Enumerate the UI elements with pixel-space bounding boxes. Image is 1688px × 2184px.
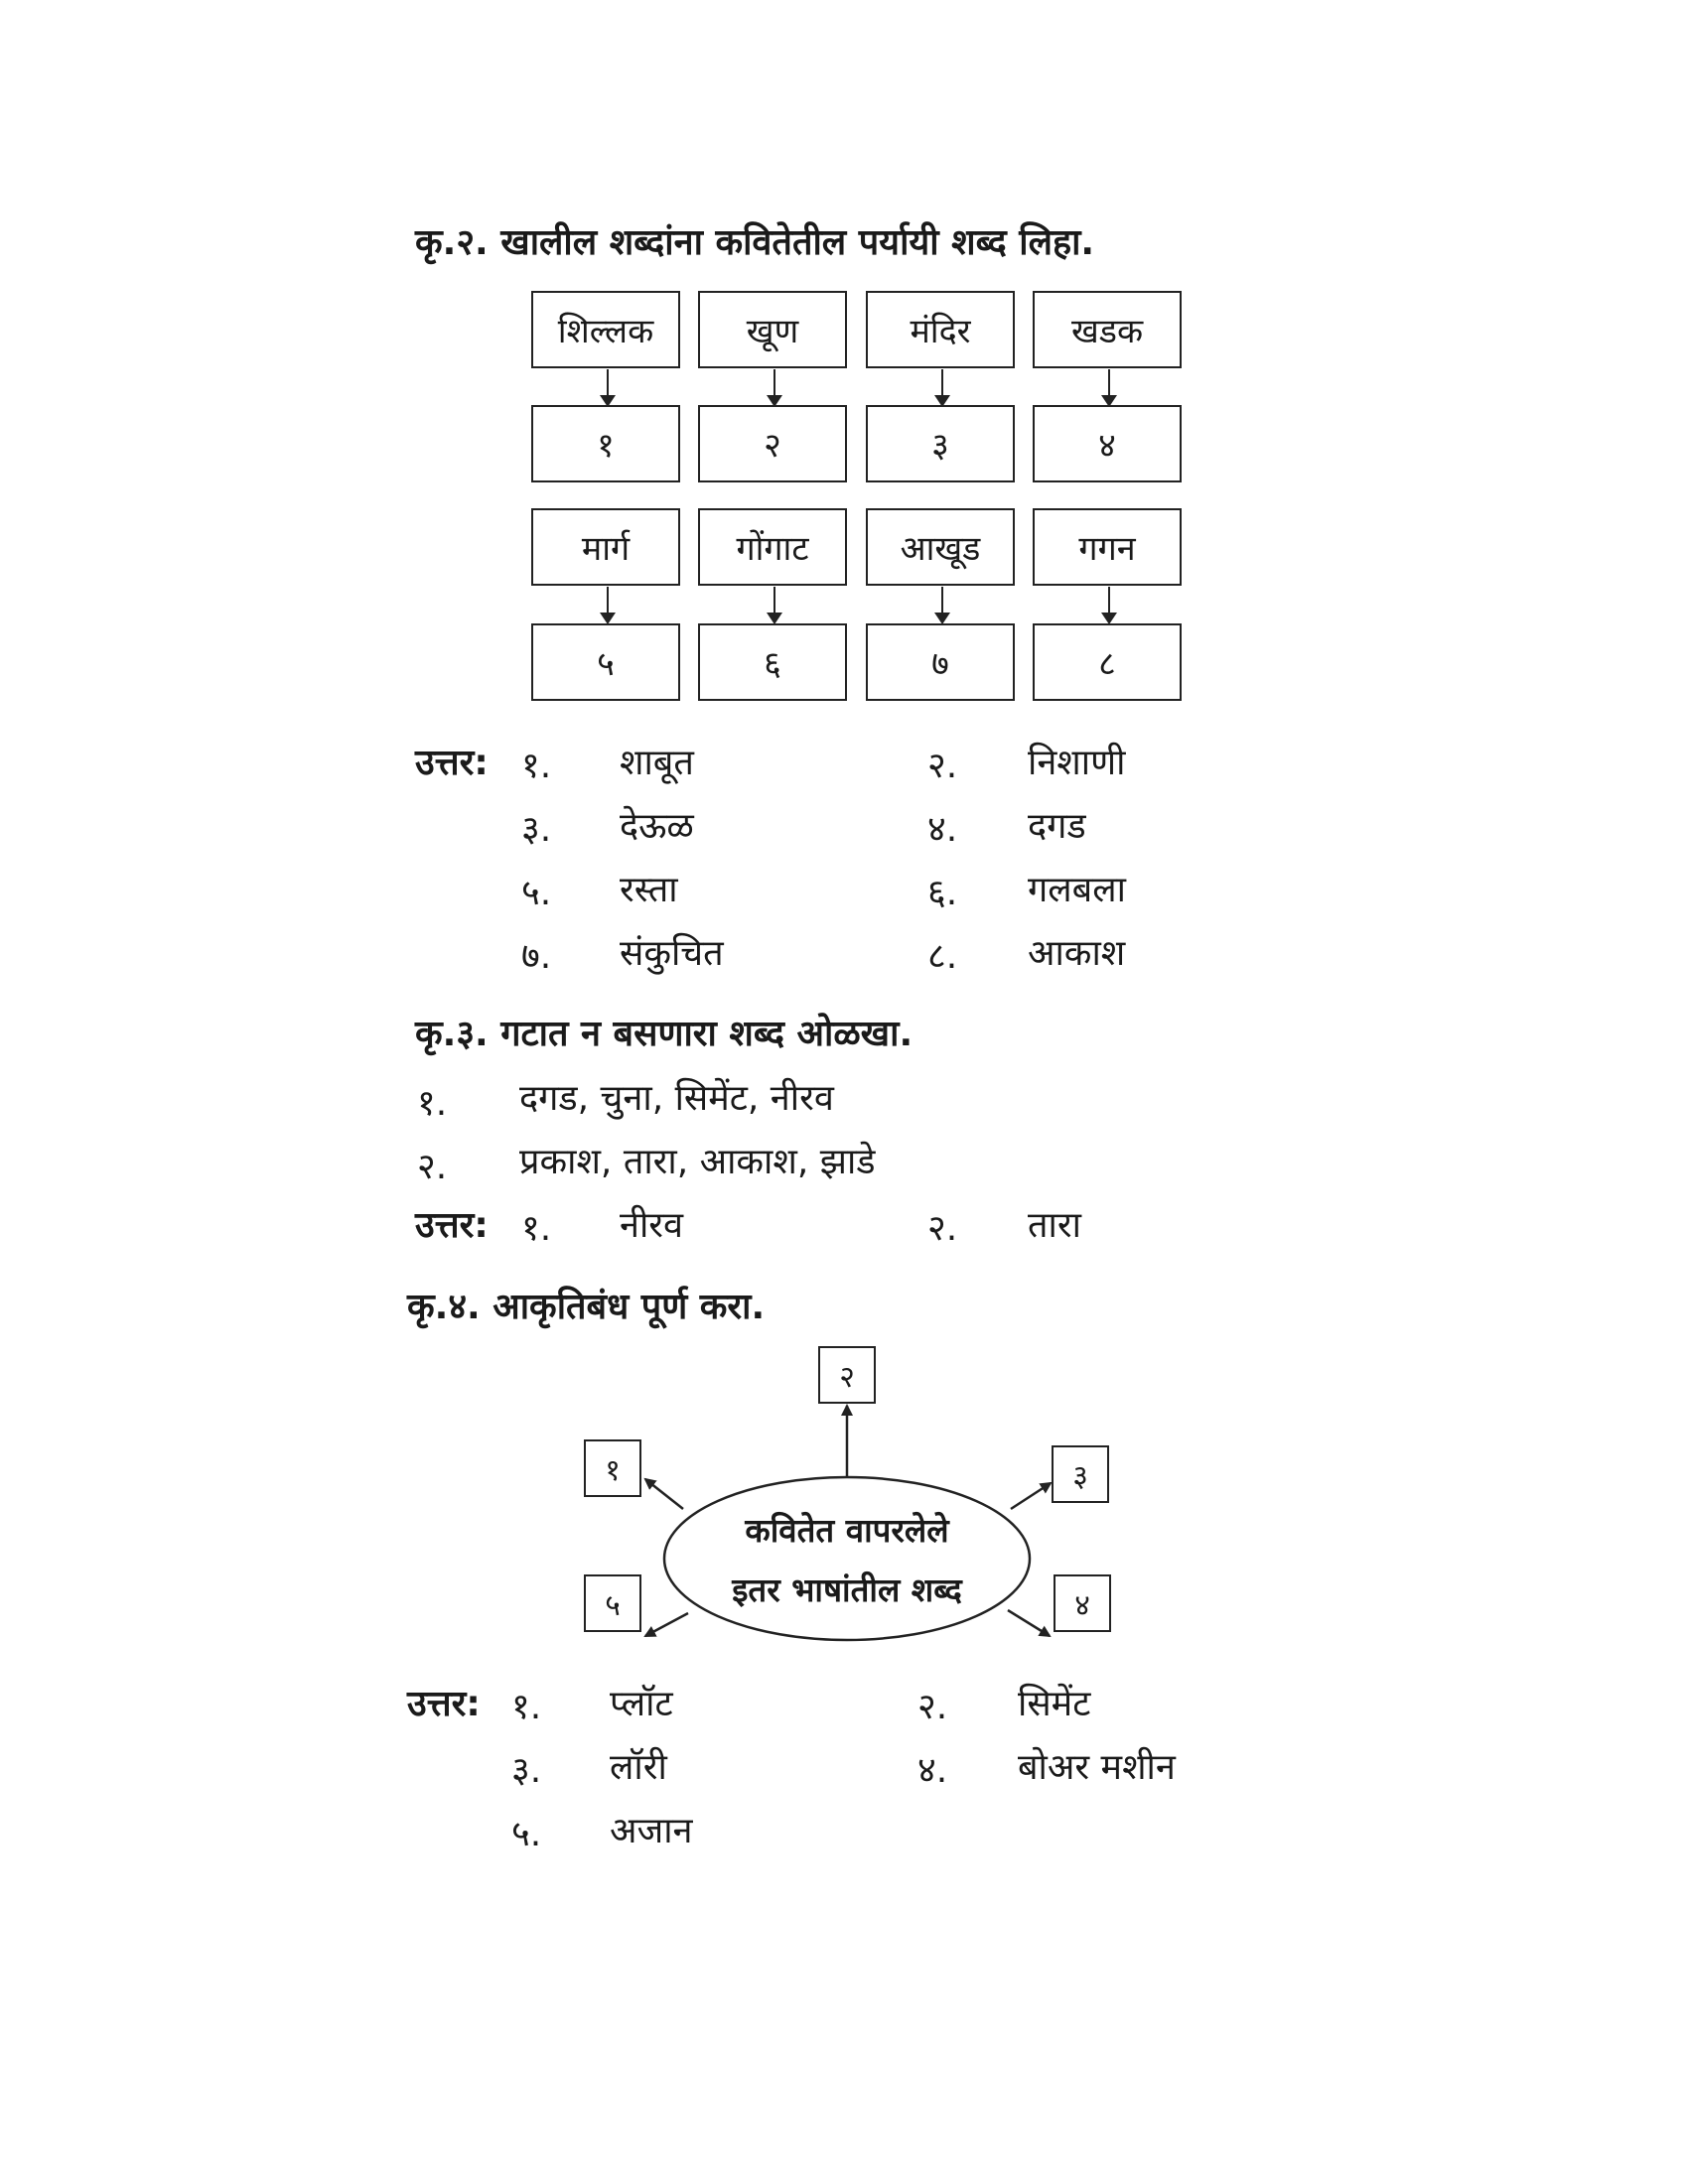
web-box-4: ४ [1054, 1574, 1111, 1632]
answer-text: रस्ता [620, 870, 678, 910]
answer-number: ६. [927, 873, 958, 913]
answer-number: ३. [511, 1750, 542, 1791]
item-text: दगड, चुना, सिमेंट, नीरव [519, 1078, 834, 1119]
answer-text: सिमेंट [1018, 1684, 1091, 1724]
q4-heading: कृ.४. आकृतिबंध पूर्ण करा. [407, 1287, 766, 1327]
center-label [664, 1501, 1030, 1620]
web-box-5: ५ [584, 1574, 641, 1632]
answer-label: उत्तर: [415, 743, 489, 783]
answer-text: तारा [1028, 1205, 1081, 1246]
item-number: २. [417, 1147, 448, 1187]
q2-answer-slot: ७ [866, 623, 1015, 701]
q2-word-box: खूण [698, 291, 847, 368]
q2-answer-slot: १ [531, 405, 680, 482]
answer-number: ५. [511, 1814, 542, 1854]
q2-word-box: शिल्लक [531, 291, 680, 368]
q2-answer-slot: ४ [1033, 405, 1182, 482]
q2-word-box: मार्ग [531, 508, 680, 586]
answer-text: देऊळ [620, 806, 694, 847]
answer-number: ५. [521, 873, 552, 913]
answer-number: १. [521, 746, 552, 786]
answer-text: शाबूत [620, 743, 694, 783]
answer-text: दगड [1028, 806, 1086, 847]
q3-heading: कृ.३. गटात न बसणारा शब्द ओळखा. [415, 1014, 914, 1054]
answer-number: ८. [927, 936, 958, 977]
answer-number: १. [511, 1687, 542, 1727]
q2-word-box: गोंगाट [698, 508, 847, 586]
answer-text: संकुचित [620, 933, 724, 974]
web-box-1: १ [584, 1439, 641, 1497]
answer-number: ४. [927, 809, 958, 850]
answer-number: ३. [521, 809, 552, 850]
answer-number: २. [927, 746, 958, 786]
q2-answer-slot: ६ [698, 623, 847, 701]
q2-word-box: आखूड [866, 508, 1015, 586]
answer-text: नीरव [620, 1205, 684, 1246]
answer-label: उत्तर: [415, 1205, 489, 1246]
q2-answer-slot: ५ [531, 623, 680, 701]
center-label-line2: इतर भाषांतील शब्द [732, 1570, 962, 1609]
answer-text: लॉरी [610, 1747, 667, 1788]
answer-text: आकाश [1028, 933, 1126, 974]
answer-text: प्लॉट [610, 1684, 673, 1724]
q2-word-box: खडक [1033, 291, 1182, 368]
answer-number: २. [917, 1687, 948, 1727]
q2-heading: कृ.२. खालील शब्दांना कवितेतील पर्यायी शब्द लिहा. [415, 222, 1095, 263]
answer-number: ४. [917, 1750, 948, 1791]
q2-answer-slot: २ [698, 405, 847, 482]
answer-number: २. [927, 1208, 958, 1249]
q2-word-box: मंदिर [866, 291, 1015, 368]
q2-word-box: गगन [1033, 508, 1182, 586]
answer-number: ७. [521, 936, 552, 977]
answer-text: बोअर मशीन [1018, 1747, 1176, 1788]
answer-number: १. [521, 1208, 552, 1249]
web-box-3: ३ [1052, 1445, 1109, 1503]
center-label-line1: कवितेत वापरलेले [745, 1511, 949, 1550]
answer-text: गलबला [1028, 870, 1126, 910]
q2-answer-slot: ८ [1033, 623, 1182, 701]
item-text: प्रकाश, तारा, आकाश, झाडे [519, 1142, 876, 1182]
web-box-2: २ [818, 1346, 876, 1404]
answer-text: अजान [610, 1811, 693, 1851]
answer-label: उत्तर: [407, 1684, 481, 1724]
answer-text: निशाणी [1028, 743, 1126, 783]
q2-answer-slot: ३ [866, 405, 1015, 482]
item-number: १. [417, 1083, 448, 1124]
